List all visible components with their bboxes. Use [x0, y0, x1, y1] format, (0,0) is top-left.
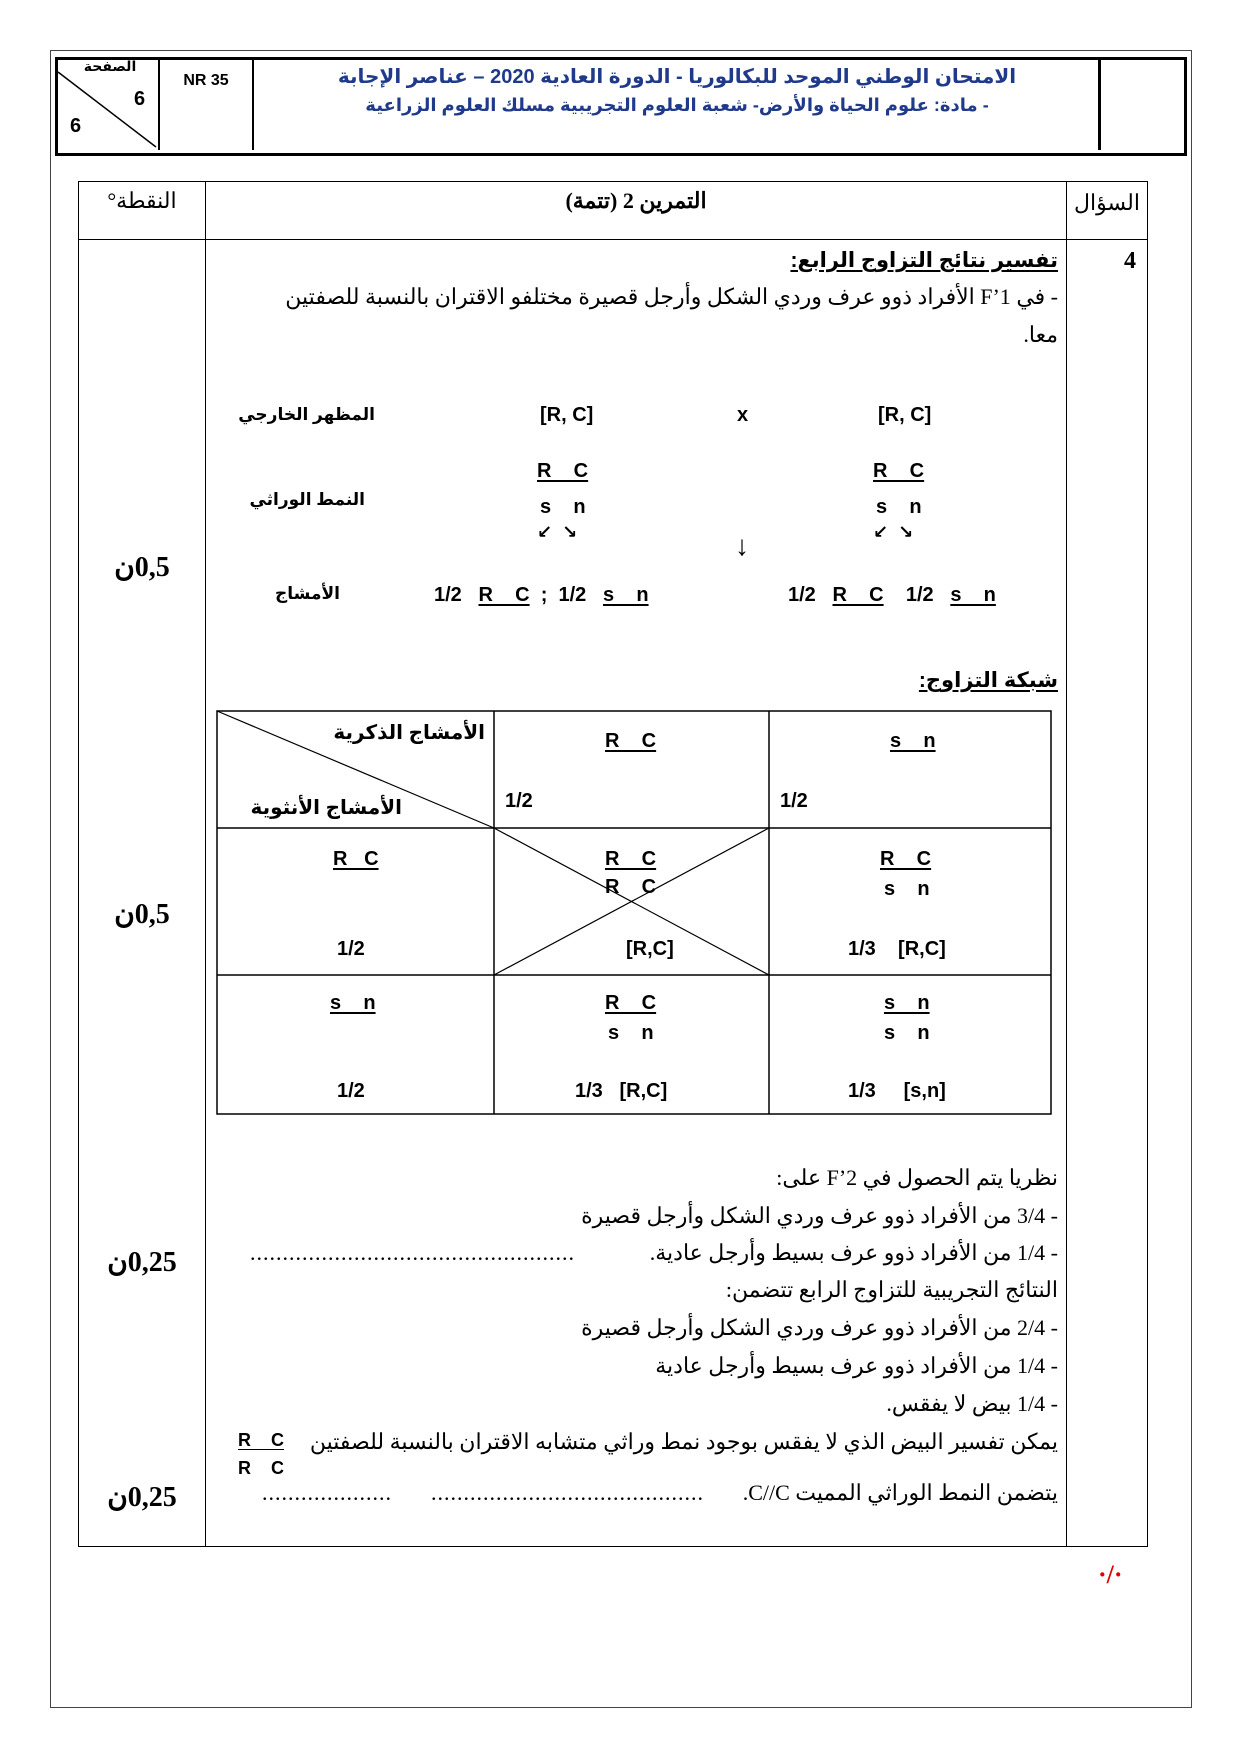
row-gamete: s n [330, 992, 376, 1014]
section-title: تفسير نتائج التزاوج الرابع: [790, 249, 1058, 272]
paragraph-line: معا. [1023, 322, 1058, 347]
exam-code: NR 35 [183, 72, 229, 89]
question-number: 4 [1124, 248, 1136, 274]
score-value: 0,5ن [114, 899, 170, 930]
female-gametes-label: الأمشاج الأنثوية [250, 797, 402, 819]
cell-genotype-top: s n [884, 992, 930, 1014]
gamete-rc: R C [832, 584, 884, 606]
header-divider [252, 57, 254, 150]
cell-result [848, 1080, 946, 1103]
cell-genotype-bottom: s n [884, 878, 930, 900]
gamete-sn: s n [602, 584, 649, 606]
gamete-rc: R C [478, 584, 530, 606]
table-border [1066, 181, 1067, 1547]
row-frequency: 1/2 [337, 1080, 365, 1102]
cell-result [848, 938, 946, 961]
cell-phenotype: [s,n] [903, 1080, 946, 1102]
col-frequency: 1/2 [780, 790, 808, 812]
paragraph-line: - في F’1 الأفراد ذوو عرف وردي الشكل وأرجل قصيرة مختلفو الاقتران بالنسبة للصفتين [285, 284, 1058, 309]
male-gametes-label: الأمشاج الذكرية [333, 722, 485, 744]
row-gamete: R C [333, 848, 379, 870]
exam-title: الامتحان الوطني الموحد للبكالوريا - الدورة العادية 2020 – عناصر الإجابة [337, 66, 1017, 88]
exercise-header: التمرين 2 (تتمة) [565, 188, 707, 213]
cell-genotype-top: R C [880, 848, 932, 870]
col-gamete: s n [890, 730, 936, 752]
genotype-label: النمط الوراثي [249, 490, 365, 509]
cell-genotype-bottom: s n [884, 1022, 930, 1044]
down-arrow-icon: ↓ [735, 530, 749, 561]
parent-genotype-bottom: s n [540, 496, 586, 518]
cell-frequency: 1/3 [848, 938, 876, 960]
header-divider [158, 57, 160, 150]
question-header: السؤال [1074, 190, 1140, 215]
table-border [205, 181, 206, 1547]
page-total: 6 [70, 115, 82, 137]
points-header: النقطة° [107, 188, 177, 213]
paragraph-line: النتائج التجريبية للتزاوج الرابع تتضمن: [725, 1277, 1058, 1302]
cell-frequency: 1/3 [848, 1080, 876, 1102]
exam-subject: - مادة: علوم الحياة والأرض- شعبة العلوم التجريبية مسلك العلوم الزراعية [365, 95, 989, 115]
cell-genotype-top: R C [605, 992, 657, 1014]
cell-frequency: 1/3 [575, 1080, 603, 1102]
paragraph-line: - 2/4 من الأفراد ذوو عرف وردي الشكل وأرجل قصيرة [581, 1315, 1058, 1340]
parent-phenotype: [R, C] [540, 404, 594, 426]
phenotype-label: المظهر الخارجي [238, 405, 375, 424]
gametes-left: 1/2 R C ; 1/2 s n [434, 584, 649, 606]
table-border [1147, 181, 1148, 1547]
col-gamete: R C [605, 730, 657, 752]
gametes-right: 1/2 R C 1/2 s n [788, 584, 996, 606]
parent-genotype-top: R C [873, 460, 925, 482]
continuation-mark: ·/· [1098, 1560, 1123, 1589]
cell-phenotype: [R,C] [619, 1080, 668, 1102]
genotype-bottom: R C [238, 1458, 285, 1478]
paragraph-line: نظريا يتم الحصول في F’2 على: [776, 1165, 1058, 1190]
cell-genotype-bottom: s n [608, 1022, 654, 1044]
parent-genotype-bottom: s n [876, 496, 922, 518]
parent-phenotype: [R, C] [878, 404, 932, 426]
col-frequency: 1/2 [505, 790, 533, 812]
split-arrows-icon: ↙ ↘ [537, 522, 578, 542]
gametes-label: الأمشاج [275, 584, 340, 603]
paragraph-line: - 1/4 من الأفراد ذوو عرف بسيط وأرجل عادية. [649, 1240, 1058, 1265]
parent-genotype-top: R C [537, 460, 589, 482]
dotted-line: .................... .......................................... [262, 1480, 704, 1505]
gamete-sn: s n [950, 584, 996, 606]
paragraph-line: - 1/4 بيض لا يفقس. [886, 1391, 1058, 1416]
header-divider [1098, 57, 1102, 150]
score-value: 0,25ن [107, 1247, 177, 1278]
table-border [78, 181, 1148, 182]
page-label: الصفحة [83, 58, 137, 74]
paragraph-line: يتضمن النمط الوراثي المميت C//C. [742, 1480, 1058, 1505]
split-arrows-icon: ↙ ↘ [873, 522, 914, 542]
table-border [78, 1546, 1148, 1547]
grid-title: شبكة التزاوج: [918, 669, 1058, 692]
cell-result [575, 1080, 667, 1103]
dotted-line: .................................................. [250, 1240, 575, 1265]
cell-genotype-bottom: R C [605, 876, 657, 898]
paragraph-line: - 1/4 من الأفراد ذوو عرف بسيط وأرجل عادية [655, 1353, 1058, 1378]
score-value: 0,25ن [107, 1482, 177, 1513]
cell-genotype-top: R C [605, 848, 657, 870]
table-border [78, 181, 79, 1547]
page-number: 6 [134, 88, 146, 110]
score-value: 0,5ن [114, 552, 170, 583]
genotype-top: R C [238, 1430, 285, 1450]
cross-sign: x [737, 404, 749, 426]
paragraph-line: يمكن تفسير البيض الذي لا يفقس بوجود نمط وراثي متشابه الاقتران بالنسبة للصفتين [309, 1429, 1058, 1454]
table-border [78, 239, 1148, 240]
cell-phenotype: [R,C] [898, 938, 946, 960]
punnett-grid [216, 710, 1054, 1116]
row-frequency: 1/2 [337, 938, 365, 960]
paragraph-line: - 3/4 من الأفراد ذوو عرف وردي الشكل وأرجل قصيرة [581, 1203, 1058, 1228]
cell-phenotype: [R,C] [626, 938, 674, 960]
